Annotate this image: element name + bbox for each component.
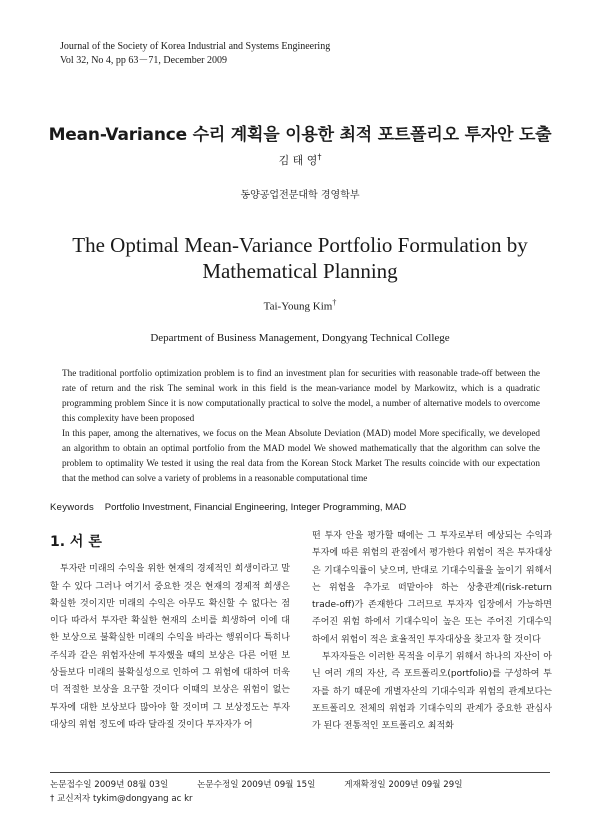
abstract-paragraph-2: In this paper, among the alternatives, we focus on the Mean Absolute Deviation (MAD) model More specifically, we developed an algorithm to obtain an optimal portfolio from the MAD model We showed mathematically that the algorithm can solve the problem to optimality We tested it using the real data from the Korean Stock Market The results coincide with our expectation that the method can solve a variety of problems in a reasonable computational time (62, 428, 540, 483)
affiliation-korean: 동양공업전문대학 경영학부 (240, 190, 360, 201)
author-korean (0, 152, 600, 168)
footnote-divider (50, 772, 550, 773)
title-korean: Mean-Variance 수리 계획을 이용한 최적 포트폴리오 투자안 도출 (48, 125, 552, 145)
author-english (0, 298, 600, 313)
author-korean-name: 김 태 영 (278, 154, 318, 167)
abstract-paragraph-1: The traditional portfolio optimization problem is to find an investment plan for securities with reasonable trade-off between the rate of return and the risk The seminal work in this field is the mean-variance model by Markowitz, which is a quadratic programming problem Since it is now computationally practical to solve the model, a number of alternative models to overcome this complexity have been proposed (62, 368, 540, 423)
body-paragraph: 투자자들은 이러한 목적을 이루기 위해서 하나의 자산이 아닌 여러 개의 자산, 즉 포트폴리오(portfolio)를 구성하여 투자를 하기 때문에 개별자산의 기대수익과 위험의 관계보다는 포트폴리오 전체의 위험과 기대수익의 관계가 중요한 관심사가 된다 전통적인 포트폴리오 최적화 (312, 652, 552, 732)
body-column-left (50, 532, 290, 734)
keywords-text: Portfolio Investment, Financial Engineering, Integer Programming, MAD (104, 502, 407, 513)
affiliation-english: Department of Business Management, Dongyang Technical College (150, 332, 450, 344)
corresponding-author-email: 교신저자 tykim@dongyang ac kr (57, 794, 193, 804)
accepted-date: 게재확정일 2009년 09월 29일 (344, 780, 463, 790)
footnote (50, 778, 550, 806)
body-paragraph-continued: 떤 투자 안을 평가할 때에는 그 투자로부터 예상되는 수익과 투자에 따른 위험의 관점에서 평가한다 위험이 적은 투자대상은 기대수익률이 낮으며, 반대로 기대수익률을 높이기 위해서는 위험을 추가로 떠맡아야 하는 상충관계(risk-return trade-off)가 존재한다 그러므로 투자자 입장에서 가능하면 주어진 위험 하에서 기대수익이 높은 또는 주어진 기대수익 하에서 위험이 적은 효율적인 투자대상을 찾고자 할 것이다 (312, 531, 552, 645)
corresponding-author-note (50, 792, 550, 806)
keywords-label: Keywords (50, 502, 95, 513)
keywords (50, 502, 550, 513)
body-column-right (312, 528, 552, 736)
abstract (62, 366, 540, 486)
body-paragraph: 투자란 미래의 수익을 위한 현재의 경제적인 희생이라고 말할 수 있다 그러나 여기서 중요한 것은 현재의 경제적 희생은 확실한 것이지만 미래의 수익은 아무도 확신할 수 없다는 점이다 따라서 투자란 확실한 현재의 소비를 희생하여 이에 대한 보상으로 불확실한 미래의 수익을 바라는 행위이다 특히나 주식과 같은 위험자산에 투자했을 때의 보상은 다른 어떤 보상들보다 미래의 불확실성으로 인하여 그 위험에 대하여 더욱더 적절한 보상을 요구할 것이다 이때의 보상은 위험이 없는 투자에 대한 보상보다 많아야 할 것이며 그 보상정도는 투자대상의 위험 정도에 따라 달라질 것이다 투자자가 어 (50, 564, 290, 730)
footnote-mark: † (50, 794, 55, 804)
journal-name: Journal of the Society of Korea Industrial and Systems Engineering (60, 41, 331, 52)
journal-volume: Vol 32, No 4, pp 63－71, December 2009 (60, 55, 228, 66)
journal-header (60, 40, 330, 68)
section-heading-introduction: 1. 서 론 (50, 534, 102, 550)
publication-dates (50, 778, 550, 792)
revised-date: 논문수정일 2009년 09월 15일 (197, 780, 316, 790)
corresponding-mark: † (317, 152, 322, 162)
corresponding-mark-en: † (332, 298, 337, 307)
title-english: The Optimal Mean-Variance Portfolio Formulation by Mathematical Planning (72, 233, 528, 283)
received-date: 논문접수일 2009년 08월 03일 (50, 780, 169, 790)
author-english-name: Tai-Young Kim (263, 300, 333, 313)
